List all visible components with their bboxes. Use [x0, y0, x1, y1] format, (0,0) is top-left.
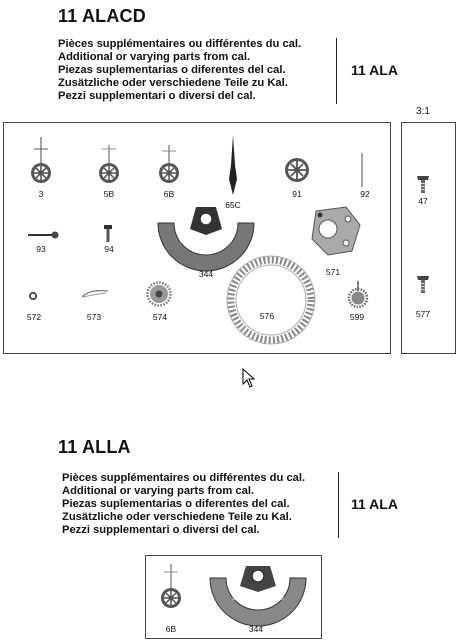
part-92-label: 92 [360, 189, 370, 199]
part-47-label: 47 [418, 196, 428, 206]
part-574-gear [146, 281, 172, 307]
section1-title: 11 ALACD [58, 6, 146, 26]
part-344-label: 344 [198, 269, 214, 279]
desc2-line-en: Additional or varying parts from cal. [62, 485, 255, 498]
section1-brace [336, 38, 337, 104]
part-572-ring [28, 291, 38, 301]
section1-reference: 11 ALA [351, 62, 398, 78]
desc2-line-it: Pezzi supplementari o diversi del cal. [62, 524, 260, 537]
part-6b-label: 6B [163, 189, 175, 199]
part-47-screw [416, 175, 430, 195]
part-599-gear [346, 281, 370, 309]
part-573-label: 573 [86, 312, 102, 322]
section2-reference: 11 ALA [351, 496, 398, 512]
section2-brace [338, 472, 339, 538]
desc-line-es: Piezas suplementarias o diferentes del cal. [58, 64, 286, 77]
part-6b-wheel [156, 145, 182, 185]
desc-line-de: Zusätzliche oder verschiedene Teile zu Kal. [58, 77, 288, 90]
section2-description [62, 472, 305, 537]
scale-label: 3:1 [416, 106, 430, 117]
part-572-label: 572 [26, 312, 42, 322]
mouse-cursor-icon [242, 368, 256, 388]
part-574-label: 574 [152, 312, 168, 322]
part-94-screw [103, 225, 113, 243]
part-599-label: 599 [349, 312, 365, 322]
parts-panel-main [3, 122, 391, 354]
parts-panel-side [401, 122, 456, 354]
desc2-line-es: Piezas suplementarias o diferentes del cal. [62, 498, 290, 511]
desc-line-en: Additional or varying parts from cal. [58, 51, 251, 64]
part-91-label: 91 [292, 189, 302, 199]
part-577-screw [416, 275, 430, 295]
part-344-oscillating-weight-s2 [208, 564, 308, 620]
part-344-inscription-s2: BULOVA WATCH Co [232, 596, 284, 602]
desc2-line-de: Zusätzliche oder verschiedene Teile zu Kal. [62, 511, 292, 524]
parts-panel-section2 [145, 555, 322, 639]
part-576-date-ring [226, 255, 316, 345]
section1-description [58, 38, 301, 103]
part-3-label: 3 [38, 189, 44, 199]
part-344-inscription: BULOVA WATCH Co [180, 239, 232, 245]
part-91-wheel [282, 155, 312, 185]
part-94-label: 94 [104, 244, 114, 254]
part-571-label: 571 [325, 267, 341, 277]
part-571-plate [306, 205, 362, 257]
part-93-label: 93 [36, 244, 46, 254]
part-6b-wheel-s2 [158, 564, 184, 612]
part-3-wheel [26, 135, 56, 185]
part-65c-label: 65C [225, 200, 241, 210]
part-344-label-s2: 344 [248, 624, 264, 634]
part-92-pin [359, 153, 365, 187]
part-5b-wheel [96, 145, 122, 185]
part-5b-label: 5B [103, 189, 115, 199]
section2-title: 11 ALLA [58, 437, 131, 457]
desc-line-it: Pezzi supplementari o diversi del cal. [58, 90, 256, 103]
part-65c-lever [226, 135, 240, 197]
part-577-label: 577 [415, 309, 431, 319]
desc-line-fr: Pièces supplémentaires ou différentes du cal. [58, 38, 302, 50]
part-6b-label-s2: 6B [165, 624, 177, 634]
desc2-line-fr: Pièces supplémentaires ou différentes du cal. [62, 472, 306, 484]
part-576-label: 576 [259, 311, 275, 321]
part-93-lever [26, 229, 60, 241]
part-573-spring [80, 287, 110, 301]
